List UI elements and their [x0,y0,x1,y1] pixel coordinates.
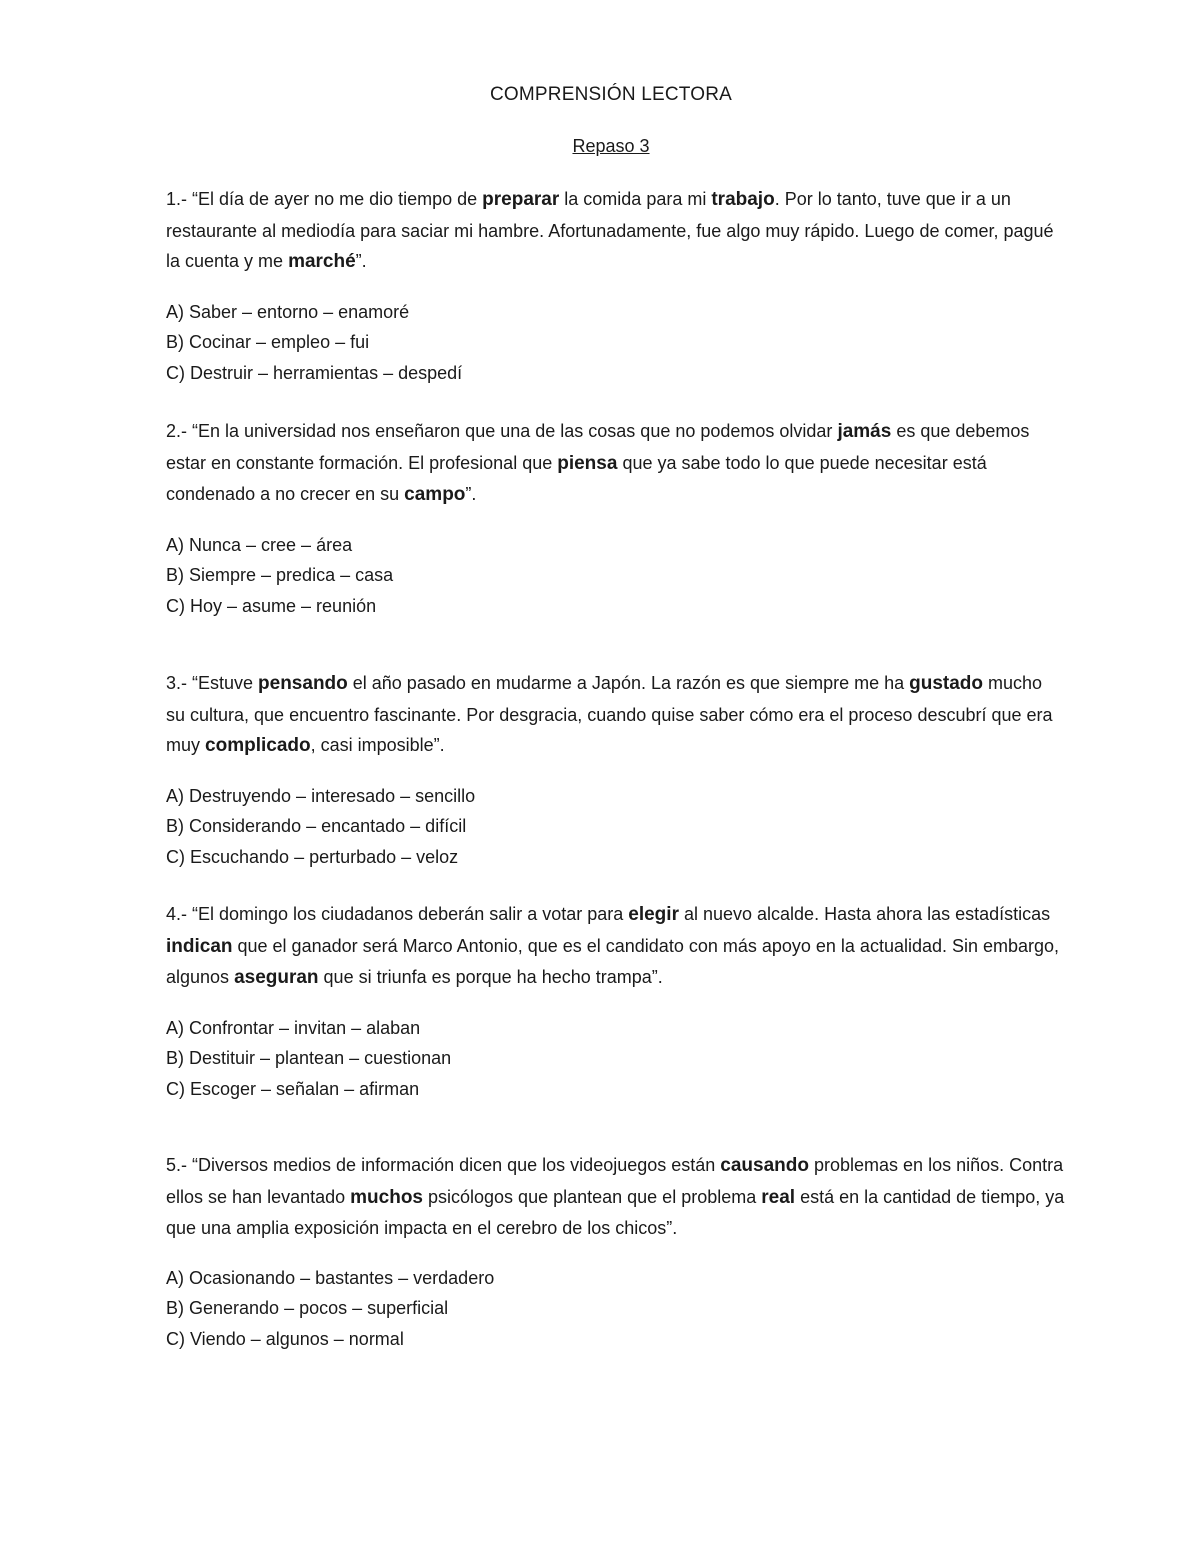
text-segment: ”. [465,484,477,504]
highlighted-word: campo [404,484,466,505]
answer-options [166,530,1066,622]
text-segment: mucho su cultura, que encuentro fascinante. Por desgracia, cuando quise saber cómo era el proceso descubrí que era muy [166,673,1053,755]
question-text [166,668,1066,762]
answer-options [166,297,1066,389]
option-b: B) Destituir – plantean – cuestionan [166,1048,452,1068]
option-a: A) Destruyendo – interesado – sencillo [166,785,476,806]
option-c: C) Escuchando – perturbado – veloz [166,846,459,867]
option-a: A) Nunca – cree – área [166,534,353,555]
highlighted-word: gustado [909,673,984,694]
option-b: B) Considerando – encantado – difícil [166,816,467,836]
document-page [166,84,1066,1349]
highlighted-word: marché [288,251,356,272]
question-text [166,1150,1066,1244]
highlighted-word: aseguran [234,967,319,988]
highlighted-word: muchos [350,1186,423,1208]
text-segment: 2.- “En la universidad nos enseñaron que una de las cosas que no podemos olvidar [166,421,838,441]
highlighted-word: elegir [628,904,679,925]
option-c: C) Destruir – herramientas – despedí [166,362,463,383]
text-segment: 4.- “El domingo los ciudadanos deberán salir a votar para [166,904,629,924]
option-b: B) Generando – pocos – superficial [166,1298,449,1318]
text-segment: . Por lo tanto, tuve que ir a un restaurante al mediodía para saciar mi hambre. Afortunadamente, fue algo muy rápido. Luego de comer, pagué la cuenta y me [166,189,1054,271]
text-segment: que el ganador será Marco Antonio, que es el candidato con más apoyo en la actualidad. Sin embargo, algunos [166,935,1060,987]
text-segment: el año pasado en mudarme a Japón. La razón es que siempre me ha [347,673,910,693]
text-segment: 1.- “El día de ayer no me dio tiempo de [166,189,483,209]
question-1 [166,184,1066,388]
option-c: C) Viendo – algunos – normal [166,1328,404,1349]
option-a: A) Saber – entorno – enamoré [166,301,410,322]
option-c: C) Hoy – asume – reunión [166,595,377,616]
option-a: A) Confrontar – invitan – alaban [166,1017,421,1038]
answer-options [166,781,1066,873]
text-segment: 5.- “Diversos medios de información dicen que los videojuegos están [166,1155,721,1175]
option-b: B) Siempre – predica – casa [166,565,394,585]
highlighted-word: indican [166,935,233,957]
text-segment: que ya sabe todo lo que puede necesitar está condenado a no crecer en su [166,452,987,504]
text-segment: , casi imposible”. [310,735,445,755]
question-text [166,416,1066,511]
text-segment: la comida para mi [559,189,712,209]
highlighted-word: complicado [205,735,311,756]
text-segment: está en la cantidad de tiempo, ya que una amplia exposición impacta en el cerebro de los chicos”. [166,1186,1065,1238]
question-5 [166,1150,1066,1354]
text-segment: al nuevo alcalde. Hasta ahora las estadísticas [678,904,1051,924]
text-segment: psicólogos que plantean que el problema [423,1186,762,1207]
question-text [166,184,1066,278]
answer-options [166,1263,1066,1355]
text-segment: que si triunfa es porque ha hecho trampa”. [318,967,663,987]
highlighted-word: real [761,1186,796,1208]
document-title: COMPRENSIÓN LECTORA [489,84,733,105]
text-segment: es que debemos estar en constante formación. El profesional que [166,421,1030,473]
option-c: C) Escoger – señalan – afirman [166,1078,420,1099]
question-text [166,899,1066,994]
highlighted-word: trabajo [711,189,775,210]
question-2 [166,416,1066,621]
highlighted-word: pensando [258,673,348,694]
highlighted-word: preparar [482,189,560,210]
answer-options [166,1013,1066,1105]
highlighted-word: causando [720,1155,809,1176]
highlighted-word: jamás [837,421,892,442]
option-a: A) Ocasionando – bastantes – verdadero [166,1267,495,1288]
text-segment: ”. [355,251,367,271]
question-4 [166,899,1066,1104]
text-segment: 3.- “Estuve [166,673,259,693]
document-subtitle: Repaso 3 [572,136,650,156]
option-b: B) Cocinar – empleo – fui [166,332,370,352]
highlighted-word: piensa [557,452,618,474]
text-segment: problemas en los niños. Contra ellos se han levantado [166,1155,1064,1207]
question-3 [166,668,1066,872]
